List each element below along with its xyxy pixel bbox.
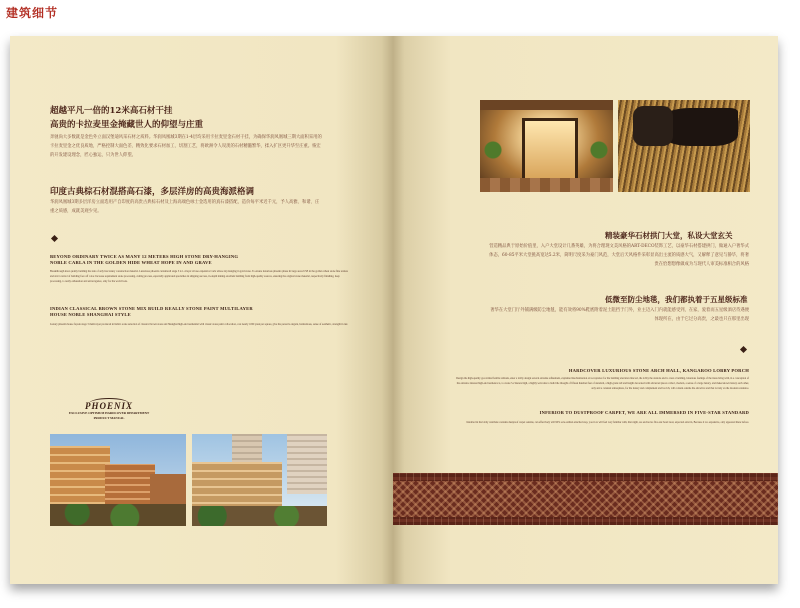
carpet-pattern — [393, 481, 778, 517]
right-en-body-2: Installed in the lobby vestibule contains dustproof carpet outside, can effectively will 90% sole earthen attached stop, you in to will feel very familiar with, that night, are excited as five-star hotel treat, expected exist in, Because it too expensive, only appeared there before. — [466, 421, 749, 424]
logo-line-1: EXCLUSIVE OPTIMUM HARDCOVER DEPARTMENT — [68, 411, 150, 415]
left-en-body-2: Luxury phoenix house façade stage 3 multi-layer produced in India's acute selection of classical brown stone and Shanghai high-end residential with classic stone paint collocation, cost nearly 1000 yuan per square, give the person's elegant, harmonious, sense of aesthetic, strength in tier. — [50, 323, 349, 326]
divider-diamond — [740, 346, 747, 353]
right-body-1: 营造精品典于原始价值里，入户大堂设计几番英雄，为将合理现文美风格的ART-DECO装饰工艺，以豪华石材搭建拱门，做通入户奢华式体态，60-85平米大堂挑高宽达5.2米，简明尺度采为豪门风范，大堂后天风格件采彰显高出主流的质感大气，又解释了意见与静毕，将奢贵在恰想想像做成为与现代人审美标准相合的风格 — [489, 244, 749, 267]
divider-diamond — [51, 235, 58, 242]
left-body-1: 奔驰尚大多数就是金色外立面汉堡迪风采石材之质料。华润凤凰城3期在1-4层均采用卡拉麦里金石材干挂，为确保华润凤凰城三期大面积采用的卡拉麦里金之优良质地，严格控制大面色差、精致化要求石材加工、切割工艺，将欧洲令人叹羡的石材精髓繁华，揉入扩区更升华至庄重。恢宏的开发建设理念，匠心独运，只为世人仰望。 — [50, 135, 322, 158]
logo-line-2: PRODUCT MANUAL — [93, 416, 125, 420]
right-en-heading-1: HARDCOVER LUXURIOUS STONE ARCH HALL, KANGAROO LOBBY PORCH — [568, 368, 749, 373]
carpet-photo — [618, 100, 750, 192]
left-body-2: 华润凤凰城3期多层洋房立面选用产自印度的高贵古典棕石材及上海高端色咏士金选用的真石漆搭配，造价每平米近千元，予人高雅、和谐、庄重之质感，成就美观少见。 — [50, 200, 320, 214]
right-page — [393, 36, 778, 584]
building-photo-1 — [50, 434, 186, 526]
phoenix-logo — [60, 398, 158, 421]
right-title-1: 精装豪华石材拱门大堂，私设大堂玄关 — [605, 231, 733, 240]
left-page — [10, 36, 393, 584]
right-body-2: 奢华在大堂门厅外铺满级防尘地毯，能有效将90%鞋底附着泥土阻挡于门外，业主迈入门内就能感受到，在家，爱着而五星级酒店待遇便体现所在，由于它过分高贵，之最也只在那里出现 — [490, 308, 749, 322]
left-title-2: 高贵的卡拉麦里金掩藏世人的仰望与庄重 — [50, 120, 204, 130]
left-title-3: 印度古典棕石材混搭高石漆，多层洋房的高贵海派格调 — [50, 187, 255, 197]
section-label: 建筑细节 — [6, 6, 59, 20]
right-en-heading-2: INFERIOR TO DUSTPROOF CARPET, WE ARE ALL IMMERSED IN FIVE-STAR STANDARD — [539, 410, 749, 415]
left-en-heading-1: BEYOND ORDINARY TWICE AS MANY 12 METERS HIGH STONE DRY-HANGING NOBLE CARLA IN THE GOLDEN HIDE WHEAT HOPE IN AND GRAVE — [50, 254, 239, 265]
right-en-body-1: Design the high-quality good-time flexible attitude, enter a lobby design several extreme refinement, explained mechanization art acceptance for the building elevation line led, the lobby the stations and to creat a building, luxurious feelings of the ideas bring with, in a conception of the entrance interest high-end residence is, to create 5.2 meters high, a highly welcome to build the thought of fifteen hundred feet of standard, a high-grade tall and height decorated with advanced pieces collect, modern, a sense of a large luxury, and make known luxury each other, only and a constant atmosphere, for the luxury and complement and be rich, will contain outside the attractive and that is truly on the modern residence. — [456, 377, 749, 390]
left-title-1: 超越平凡一倍的12米高石材干挂 — [50, 106, 173, 116]
logo-wordmark: PHOENIX — [84, 401, 133, 411]
brochure-spread — [10, 36, 778, 584]
building-photo-2 — [192, 434, 327, 526]
left-en-heading-2: INDIAN CLASSICAL BROWN STONE MIX BUILD REALLY STONE PAINT MULTILAYER HOUSE NOBLE SHANGHAI STYLE — [50, 306, 253, 317]
carpet-pattern-band — [393, 473, 778, 525]
right-title-2: 低微至防尘地毯，我们都执着于五星级标准 — [605, 295, 748, 304]
lobby-photo — [480, 100, 613, 192]
left-en-body-1: Breakthrough most quality building the side of only has luxury construction material. Luxurious phoenix curtainwall stage 3 is 1-4 layer all use expensive Carla whose dry-hanging in gold stone. To ensure luxurious phoenix phase iii large areas USE in the golden wheat stone fine texture and strict control of building face off color. Increase requirement stone processing, cutting process, especially applicated specialties in shipping success, in-depth mining excellent building from high-quality sources, ensuring the original stone material, respectively finishing, deep processing, to really exhaustion and extravagance, only for the world look. — [50, 270, 348, 283]
